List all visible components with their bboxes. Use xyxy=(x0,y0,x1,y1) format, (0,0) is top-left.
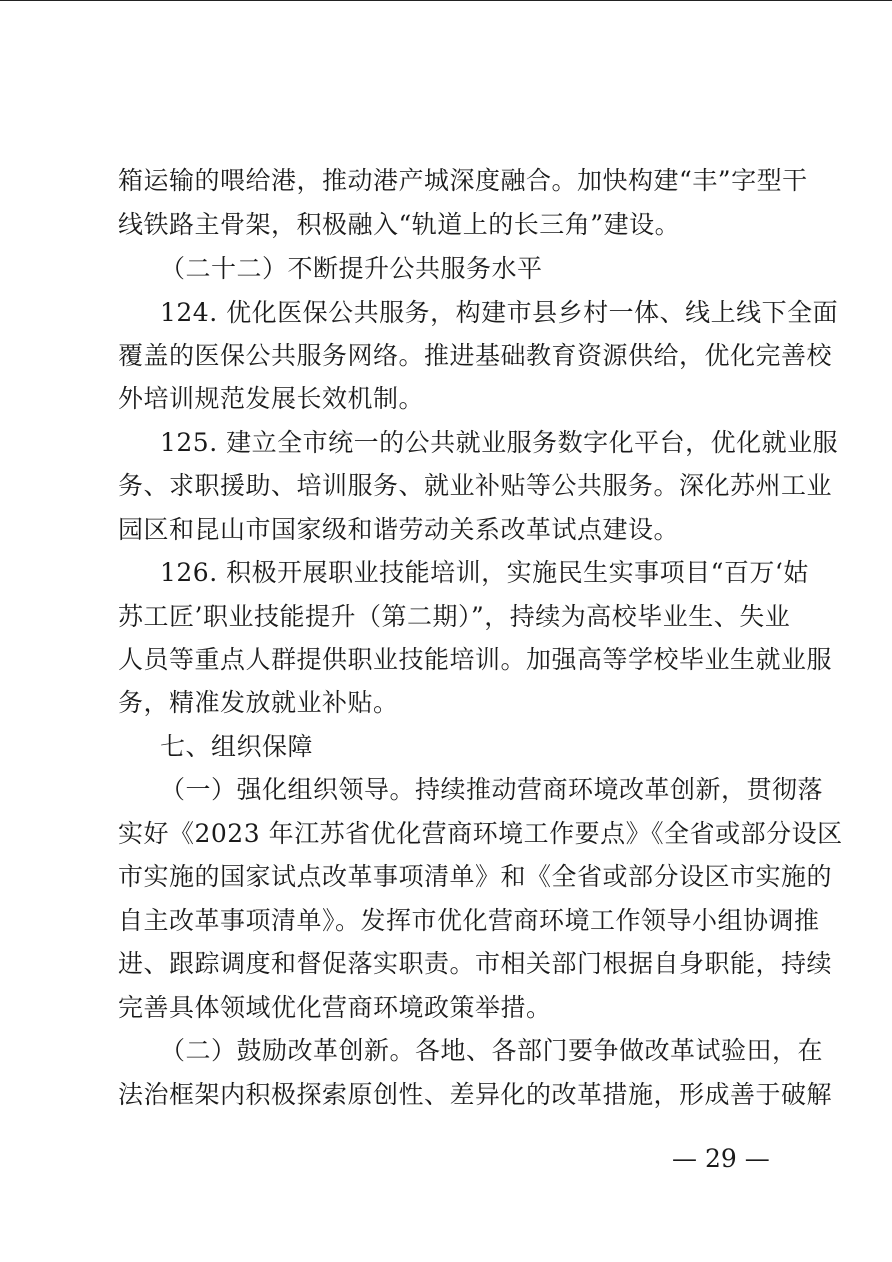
body-line: 务、求职援助、培训服务、就业补贴等公共服务。深化苏州工业 xyxy=(118,471,833,500)
body-line: 箱运输的喂给港，推动港产城深度融合。加快构建“丰”字型干 xyxy=(118,166,808,195)
body-line: 线铁路主骨架，积极融入“轨道上的长三角”建设。 xyxy=(118,210,681,239)
item-125-line: 125. 建立全市统一的公共就业服务数字化平台，优化就业服 xyxy=(160,428,839,457)
body-line: 完善具体领域优化营商环境政策举措。 xyxy=(118,993,552,1022)
item-124-line: 124. 优化医保公共服务，构建市县乡村一体、线上线下全面 xyxy=(160,298,839,327)
body-line: 市实施的国家试点改革事项清单》和《全省或部分设区市实施的 xyxy=(118,862,833,891)
body-line: 外培训规范发展长效机制。 xyxy=(118,384,425,413)
chapter-heading: 七、组织保障 xyxy=(160,732,314,761)
body-line: 实好《2023 年江苏省优化营商环境工作要点》《全省或部分设区 xyxy=(118,819,843,848)
body-line: 务，精准发放就业补贴。 xyxy=(118,688,399,717)
item-126-line: 126. 积极开展职业技能培训，实施民生实事项目“百万‘姑 xyxy=(160,558,809,587)
body-line: 法治框架内积极探索原创性、差异化的改革措施，形成善于破解 xyxy=(118,1080,833,1109)
body-line: 人员等重点人群提供职业技能培训。加强高等学校毕业生就业服 xyxy=(118,645,833,674)
section-heading: （二十二）不断提升公共服务水平 xyxy=(160,254,543,283)
subsection-1-line: （一）强化组织领导。持续推动营商环境改革创新，贯彻落 xyxy=(160,775,824,804)
body-line: 自主改革事项清单》。发挥市优化营商环境工作领导小组协调推 xyxy=(118,906,820,935)
body-line: 覆盖的医保公共服务网络。推进基础教育资源供给，优化完善校 xyxy=(118,341,833,370)
page-number: — 29 — xyxy=(672,1144,770,1173)
body-line: 园区和昆山市国家级和谐劳动关系改革试点建设。 xyxy=(118,515,680,544)
subsection-2-line: （二）鼓励改革创新。各地、各部门要争做改革试验田，在 xyxy=(160,1036,824,1065)
body-line: 苏工匠’职业技能提升（第二期）”，持续为高校毕业生、失业 xyxy=(118,602,791,631)
body-line: 进、跟踪调度和督促落实职责。市相关部门根据自身职能，持续 xyxy=(118,949,833,978)
